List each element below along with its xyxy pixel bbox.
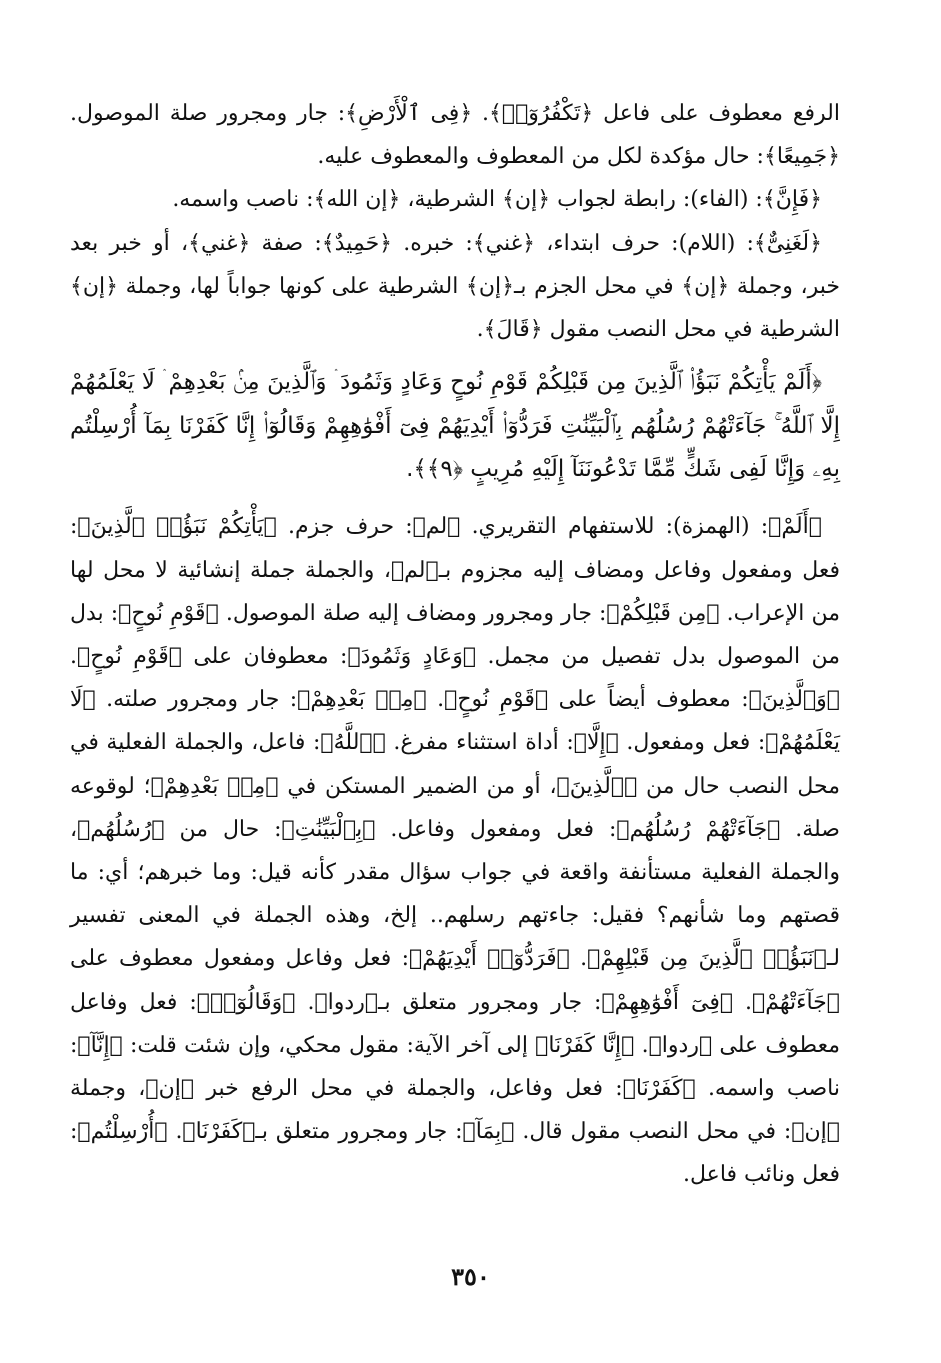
paragraph-continuation: الرفع معطوف على فاعل ﴿تَكْفُرُوٓا۟﴾. ﴿فِى ٱلْأَرْضِ﴾: جار ومجرور صلة الموصول. ﴿جَمِيعًا﴾: حال مؤكدة لكل من المعطوف والمعطوف عليه. [70,101,840,170]
page-number: ٣٥٠ [451,1262,490,1291]
paragraph-laghaniyyun: ﴿لَغَنِىٌّ﴾: (اللام): حرف ابتداء، ﴿غني﴾: خبره. ﴿حَمِيدٌ﴾: صفة ﴿غني﴾، أو خبر بعد خبر، وجملة ﴿إن﴾ في محل الجزم بـ﴿إن﴾ الشرطية على كونها جواباً لها، وجملة ﴿إن﴾ الشرطية في محل النصب مقول ﴿قَالَ﴾. [70,230,840,343]
document-page [70,92,840,1197]
paragraph-irab-commentary: ﴿أَلَمْ﴾: (الهمزة): للاستفهام التقريري. ﴿لم﴾: حرف جزم. ﴿يَأْتِكُمْ نَبَؤُا۟ ٱلَّذِينَ﴾: فعل ومفعول وفاعل ومضاف إليه مجزوم بـ﴿لم﴾، والجملة جملة إنشائية لا محل لها من الإعراب. ﴿مِن قَبْلِكُمْ﴾: جار ومجرور ومضاف إليه صلة الموصول. ﴿قَوْمِ نُوحٍ﴾: بدل من الموصول بدل تفصيل من مجمل. ﴿وَعَادٍ وَثَمُودَ﴾: معطوفان على ﴿قَوْمِ نُوحٍ﴾. ﴿وَٱلَّذِينَ﴾: معطوف أيضاً على ﴿قَوْمِ نُوحٍ﴾. ﴿مِنۢ بَعْدِهِمْ﴾: جار ومجرور صلته. ﴿لَا يَعْلَمُهُمْ﴾: فعل ومفعول. ﴿إِلَّا﴾: أداة استثناء مفرغ. ﴿ٱللَّهُ﴾: فاعل، والجملة الفعلية في محل النصب حال من ﴿ٱلَّذِينَ﴾، أو من الضمير المستكن في ﴿مِنۢ بَعْدِهِمْ﴾؛ لوقوعه صلة. ﴿جَآءَتْهُمْ رُسُلُهُم﴾: فعل ومفعول وفاعل. ﴿بِٱلْبَيِّنَٰتِ﴾: حال من ﴿رُسُلُهُم﴾، والجملة الفعلية مستأنفة واقعة في جواب سؤال مقدر كأنه قيل: وما خبرهم؛ أي: ما قصتهم وما شأنهم؟ فقيل: جاءتهم رسلهم.. إلخ، وهذه الجملة في المعنى تفسير لـ﴿نَبَؤُا۟ ٱلَّذِينَ مِن قَبْلِهِمْ﴾. ﴿فَرَدُّوٓا۟ أَيْدِيَهُمْ﴾: فعل وفاعل ومفعول معطوف على ﴿جَآءَتْهُمْ﴾. ﴿فِىٓ أَفْوَٰهِهِمْ﴾: جار ومجرور متعلق بـ﴿ردوا﴾. ﴿وَقَالُوٓا۟﴾: فعل وفاعل معطوف على ﴿ردوا﴾. ﴿إِنَّا كَفَرْنَا﴾ إلى آخر الآية: مقول محكي، وإن شئت قلت: ﴿إِنَّآ﴾: ناصب واسمه. ﴿كَفَرْنَا﴾: فعل وفاعل، والجملة في محل الرفع خبر ﴿إن﴾، وجملة ﴿إن﴾: في محل النصب مقول قال. ﴿بِمَآ﴾: جار ومجرور متعلق بـ﴿كَفَرْنَا﴾. ﴿أُرْسِلْتُم﴾: فعل ونائب فاعل. [70,514,840,1188]
quran-verse: ﴿أَلَمْ يَأْتِكُمْ نَبَؤُا۟ ٱلَّذِينَ مِن قَبْلِكُمْ قَوْمِ نُوحٍ وَعَادٍ وَثَمُودَ ۛ وَٱلَّذِينَ مِنۢ بَعْدِهِمْ ۛ لَا يَعْلَمُهُمْ إِلَّا ٱللَّهُ ۚ جَآءَتْهُمْ رُسُلُهُم بِٱلْبَيِّنَٰتِ فَرَدُّوٓا۟ أَيْدِيَهُمْ فِىٓ أَفْوَٰهِهِمْ وَقَالُوٓا۟ إِنَّا كَفَرْنَا بِمَآ أُرْسِلْتُم بِهِۦ وَإِنَّا لَفِى شَكٍّ مِّمَّا تَدْعُونَنَآ إِلَيْهِ مُرِيبٍ ﴿٩﴾﴾. [70,369,840,483]
paragraph-fainna: ﴿فَإِنَّ﴾: (الفاء): رابطة لجواب ﴿إن﴾ الشرطية، ﴿إن الله﴾: ناصب واسمه. [172,187,822,213]
